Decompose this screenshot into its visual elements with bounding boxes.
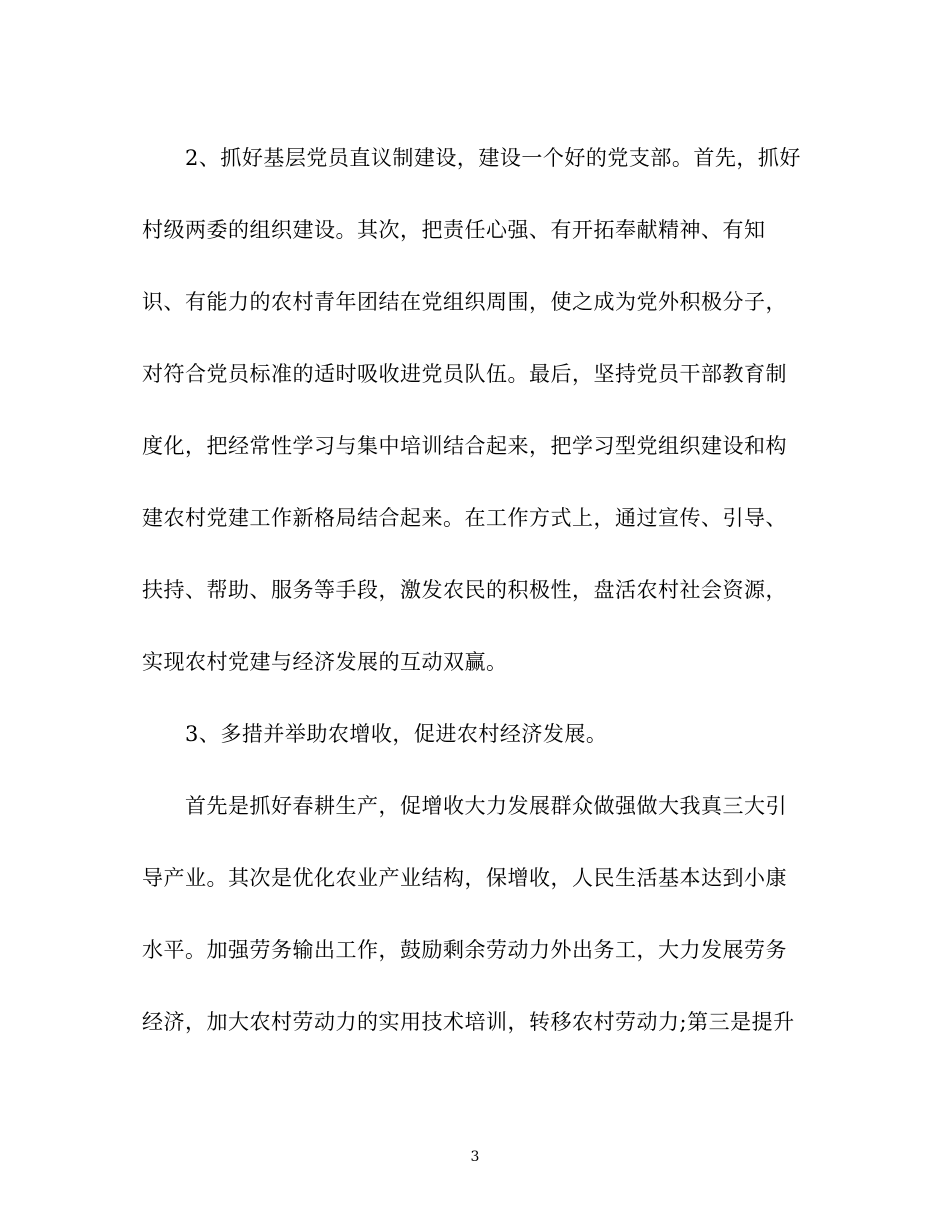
section-heading-line: 3、多措并举助农增收，促进农村经济发展。 [185, 722, 608, 746]
paragraph-line: 扶持、帮助、服务等手段，激发农民的积极性，盘活农村社会资源， [142, 578, 787, 602]
paragraph-line: 对符合党员标准的适时吸收进党员队伍。最后，坚持党员干部教育制 [142, 362, 787, 386]
paragraph-line: 水平。加强劳务输出工作，鼓励剩余劳动力外出务工，大力发展劳务 [142, 938, 787, 962]
paragraph-line: 识、有能力的农村青年团结在党组织周围，使之成为党外积极分子， [142, 290, 787, 314]
paragraph-line: 建农村党建工作新格局结合起来。在工作方式上，通过宣传、引导、 [142, 506, 787, 530]
paragraph-line: 首先是抓好春耕生产，促增收大力发展群众做强做大我真三大引 [185, 794, 787, 818]
paragraph-line: 导产业。其次是优化农业产业结构，保增收，人民生活基本达到小康 [142, 866, 787, 890]
paragraph-line: 实现农村党建与经济发展的互动双赢。 [142, 650, 508, 674]
paragraph-line: 经济，加大农村劳动力的实用技术培训，转移农村劳动力;第三是提升 [142, 1010, 795, 1034]
paragraph-line: 村级两委的组织建设。其次，把责任心强、有开拓奉献精神、有知 [142, 218, 766, 242]
paragraph-line: 2、抓好基层党员直议制建设，建设一个好的党支部。首先，抓好 [185, 146, 801, 170]
paragraph-line: 度化，把经常性学习与集中培训结合起来，把学习型党组织建设和构 [142, 434, 787, 458]
page-number: 3 [470, 1149, 480, 1165]
